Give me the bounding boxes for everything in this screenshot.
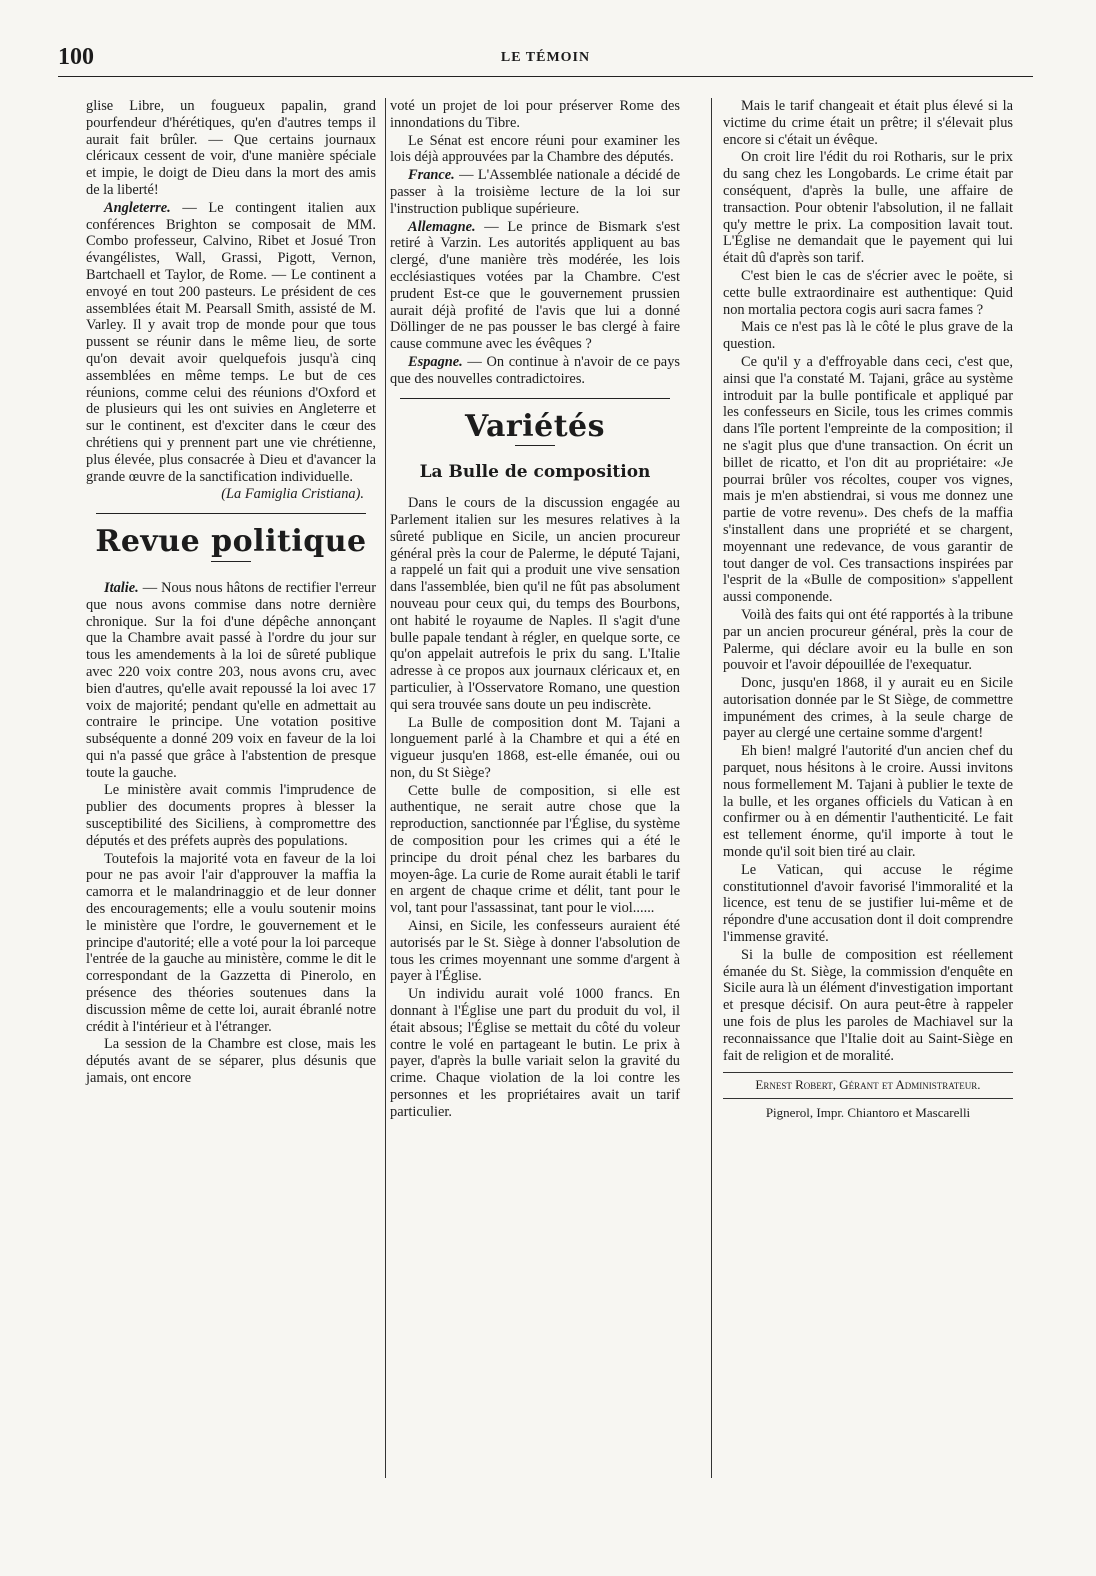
paragraph-text: — L'Assemblée nationale a décidé de passer à la troisième lecture de la loi sur l'instruction publique supérieure.: [390, 167, 680, 217]
paragraph-text: — Le prince de Bismark s'est retiré à Varzin. Les autorités appliquent au bas clergé, d'une manière très modérée, les lois ecclésiastiques votées par la Chambre. C'est prudent Est-ce que le gouvernement prussien aurait déjà profité de l'avis que lui a donné Döllinger de ne pas pousser le bas clergé à faire cause commune avec les évêques ?: [390, 218, 680, 353]
column-2: [390, 98, 680, 1122]
paragraph: Mais le tarif changeait et était plus élevé si la victime du crime était un prêtre; il s'élevait plus encore si c'était un évêque.: [723, 98, 1013, 148]
paragraph: Eh bien! malgré l'autorité d'un ancien chef du parquet, nous hésitons à le croire. Aussi invitons nous formellement M. Tajani à publier le texte de la bulle, et les organes officiels du Vatican à en confirmer ou à en démentir l'authenticité. Le fait est tellement énorme, qu'il importe à tout le monde qu'il soit bien tiré au clair.: [723, 743, 1013, 861]
country-label: Italie.: [104, 579, 139, 596]
credits: [723, 1072, 1013, 1122]
paragraph: La session de la Chambre est close, mais les députés avant de se séparer, plus désunis que jamais, ont encore: [86, 1036, 376, 1087]
paragraph-italie: [86, 580, 376, 782]
paragraph: Le ministère avait commis l'imprudence de publier des documents propres à blesser la susceptibilité des Siciliens, à compromettre des députés et des préfets auprès des populations.: [86, 782, 376, 849]
column-3: [723, 98, 1013, 1126]
page-header: [58, 44, 1033, 72]
paragraph: Un individu aurait volé 1000 francs. En donnant à l'Église une part du produit du vol, il était absous; l'Église se mettait du côté du voleur contre le volé en partageant le butin. Le prix à payer, d'après la bulle variait selon la gravité du crime. Chaque violation de la loi contre les personnes et les propriétaires avait un tarif particulier.: [390, 986, 680, 1120]
credits-rule: [723, 1072, 1013, 1073]
source-citation: (La Famiglia Cristiana).: [221, 486, 364, 503]
paragraph-text: — Le contingent italien aux conférences Brighton se composait de MM. Combo professeur, Calvino, Ribet et Josué Tron évangélistes, Wall, Grassi, Pigott, Vernon, Bartchaell et Taylor, de Rome. — Le continent a envoyé en tout 200 pasteurs. Le président de ces assemblées était M. Pearsall Smith, assisté de M. Varley. Il y avait trop de monde pour que tous pussent se réunir dans le même lieu, de sorte qu'on devait avoir quelquefois jusqu'à cinq assemblées en même temps. Le but de ces réunions, comme celui des réunions d'Oxford et de plusieurs qui les ont suivies en Angleterre et sur le continent, est d'exciter dans le cœur des chrétiens qui y prennent part une vie chrétienne, plus élevée, plus consacrée à Dieu et d'avancer la grande œuvre de la sanctification individuelle.: [86, 199, 376, 485]
divider-rule: [96, 513, 366, 514]
section-title: Revue politique: [95, 524, 367, 560]
paragraph: glise Libre, un fougueux papalin, grand pourfendeur d'hérétiques, qu'en d'autres temps il aurait fait brûler. — Que certains journaux cléricaux cessent de voir, d'une manière spéciale et impie, le doigt de Dieu dans la mort des amis de la liberté!: [86, 98, 376, 198]
printer-line: Pignerol, Impr. Chiantoro et Mascarelli: [765, 1105, 971, 1121]
credits-rule: [723, 1098, 1013, 1099]
paragraph: On croit lire l'édit du roi Rotharis, sur le prix du sang chez les Longobards. Le crime était par conséquent, d'après la bulle, une affaire de transaction. Pour obtenir l'absolution, il ne fallait qu'y mettre le prix. La composition lavait tout. L'Église ne demandait que le payement qui lui était dû d'après son tarif.: [723, 149, 1013, 267]
paragraph-text: — Nous nous hâtons de rectifier l'erreur que nous avons commise dans notre dernière chronique. Sur la foi d'une dépêche annonçant que la Chambre avait passé à l'ordre du jour sur tous les amendements à la loi de sûreté publique avec 220 voix contre 203, nous avons cru, avec bien d'autres, qu'elle avait repoussé la loi avec 17 voix de majorité; pendant qu'elle en admettait au contraire le principe. Une votation positive subséquente a donné 209 voix en faveur de la loi qui n'a passé que grâce à l'abstention de presque toute la gauche.: [86, 579, 376, 781]
column-1: [86, 98, 376, 1088]
article-title: La Bulle de composition: [419, 462, 651, 483]
short-rule: [515, 445, 555, 446]
paragraph: voté un projet de loi pour préserver Rome des innondations du Tibre.: [390, 98, 680, 131]
column-divider: [385, 98, 386, 1478]
country-label: Espagne.: [408, 353, 463, 370]
paragraph: Cette bulle de composition, si elle est authentique, ne serait autre chose que la reproduction, sanctionnée par l'Église, du système de composition pour les crimes qui a été le principe du droit pénal chez les barbares du moyen-âge. La curie de Rome aurait établi le tarif en argent de chaque crime et délit, tant pour le vol, tant pour l'assassinat, tant pour le viol......: [390, 782, 680, 917]
paragraph: Le Vatican, qui accuse le régime constitutionnel d'avoir favorisé l'immoralité et la licence, est tenu de se justifier lui-même et de répondre d'une accusation dont il doit comprendre l'immense gravité.: [723, 861, 1013, 946]
paragraph: La Bulle de composition dont M. Tajani a longuement parlé à la Chambre et qui a été en vigueur jusqu'en 1868, est-elle émanée, oui ou non, du St Siège?: [390, 714, 680, 781]
paragraph-allemagne: [390, 219, 680, 353]
paragraph: Ainsi, en Sicile, les confesseurs auraient été autorisés par le St. Siège à donner l'absolution de tous les crimes moyennant une somme d'argent à payer à l'Église.: [390, 918, 680, 985]
paragraph: Voilà des faits qui ont été rapportés à la tribune par un ancien procureur général, près la cour de Palerme, qui déclare avoir eu la bulle en son pouvoir et l'avoir dépouillée de l'exequatur.: [723, 606, 1013, 674]
country-label: France.: [408, 167, 455, 184]
column-divider: [711, 98, 712, 1478]
paragraph: C'est bien le cas de s'écrier avec le poëte, si cette bulle extraordinaire est authentique: Quid non mortalia pectora cogis auri sacra fames ?: [723, 267, 1013, 318]
newspaper-title: LE TÉMOIN: [500, 50, 591, 65]
paragraph: Si la bulle de composition est réellement émanée du St. Siège, la commission d'enquête en Sicile aura là un élément d'investigation important et presque décisif. On aura peut-être à rappeler une fois de plus les paroles de Machiavel sur la reconnaissance que l'Italie doit au Saint-Siège en fait de religion et de moralité.: [723, 946, 1013, 1064]
page-number: 100: [58, 44, 94, 70]
paragraph-angleterre: [86, 200, 376, 486]
paragraph: Mais ce n'est pas là le côté le plus grave de la question.: [723, 319, 1013, 353]
divider-rule: [400, 398, 670, 399]
paragraph: Dans le cours de la discussion engagée au Parlement italien sur les mesures relatives à la sûreté publique en Sicile, un ancien procureur général près la cour de Palerme, le député Tajani, a rappelé un fait qui a produit une vive sensation dans l'assemblée, bien qu'il ne fût pas absolument nouveau pour ceux qui, du temps des Bourbons, ont habité le royaume de Naples. Il s'agit d'une bulle papale tendant à régler, en quelque sorte, ce qu'on appelait autrefois le prix du sang. L'Italie adresse à ce propos aux journaux cléricaux et, en particulier, à l'Osservatore Romano, une question qui sera trouvée sans doute un peu indiscrète.: [390, 495, 680, 713]
paragraph-espagne: [390, 354, 680, 388]
paragraph-text: — On continue à n'avoir de ce pays que des nouvelles contradictoires.: [390, 353, 680, 387]
section-title: Variétés: [464, 408, 606, 444]
manager-line: Ernest Robert, Gérant et Administrateur.: [755, 1077, 981, 1093]
paragraph: Toutefois la majorité vota en faveur de la loi pour ne pas avoir l'air d'approuver la maffia la camorra et le malandrinaggio et de leur donner des encouragements; elle a voulu soutenir moins le ministère que l'ordre, le gouvernement et le principe d'autorité; elle a voté pour la loi parceque l'entrée de la gauche au ministère, comme le dit le correspondant de la Gazzetta di Pinerolo, en présence des théories soutenues dans la discussion même de cette loi, aurait ébranlé notre crédit à l'intérieur et à l'étranger.: [86, 850, 376, 1035]
paragraph-france: [390, 167, 680, 217]
paragraph: Le Sénat est encore réuni pour examiner les lois déjà approuvées par la Chambre des députés.: [390, 132, 680, 166]
paragraph: Donc, jusqu'en 1868, il y aurait eu en Sicile autorisation donnée par le St Siège, de commettre impunément des crimes, à la seule charge de payer au clergé une certaine somme d'argent!: [723, 675, 1013, 742]
country-label: Angleterre.: [104, 199, 171, 216]
header-rule: [58, 76, 1033, 77]
paragraph: Ce qu'il y a d'effroyable dans ceci, c'est que, ainsi que l'a constaté M. Tajani, grâce au système introduit par la bulle pontificale et appliqué par les confesseurs en Sicile, tous les crimes commis dans l'île portent l'empreinte de la composition; il ne s'agit plus que d'une transaction. On écrit un billet de ricatto, et l'on dit au propriétaire: «Je pourrai brûler vos récoltes, couper vos vignes, mais je m'en abstiendrai, si vous me donnez une partie de votre revenu». Des chefs de la maffia s'installent dans une propriété et se chargent, moyennant une redevance, de vous garantir de tout danger de vol. Ces transactions inspirées par l'esprit de la «Bulle de composition» s'appellent aussi componende.: [723, 353, 1013, 606]
short-rule: [211, 561, 251, 562]
country-label: Allemagne.: [408, 218, 476, 235]
